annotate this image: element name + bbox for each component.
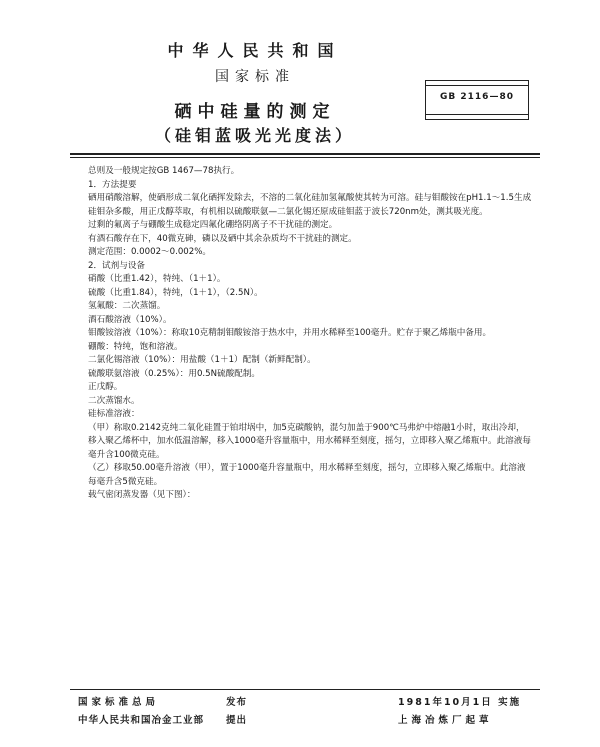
document-body bbox=[88, 165, 533, 503]
reagent-item: 正戊醇。 bbox=[88, 382, 123, 392]
footer-propose-word: 提出 bbox=[226, 715, 248, 726]
document-subtitle: （硅钼蓝吸光光度法） bbox=[154, 126, 355, 145]
header-rule bbox=[70, 153, 540, 155]
standard-solution-a: （甲）称取0.2142克纯二氧化硅置于铂坩埚中，加5克碳酸钠，混匀加盖于900℃马弗炉中熔融1小时，取出冷却，移入聚乙烯杯中，加水低温溶解，移入1000毫升容量瓶中，用水稀释至刻度，摇匀，立即移入聚乙烯瓶中。此溶液每毫升含100微克硅。 bbox=[88, 422, 531, 460]
box-rule-top bbox=[426, 85, 528, 86]
reagent-item: 硫酸（比重1.84），特纯，（1＋1），（2.5N）。 bbox=[88, 287, 263, 298]
footer-issue-word: 发布 bbox=[226, 697, 248, 708]
footer-ministry: 中华人民共和国冶金工业部 bbox=[78, 715, 205, 726]
standard-code: GB 2116—80 bbox=[440, 92, 514, 102]
paragraph: 有酒石酸存在下，40微克砷，磷以及硒中其余杂质均不干扰硅的测定。 bbox=[88, 233, 357, 244]
reagent-item: 硅标准溶液： bbox=[88, 409, 140, 419]
country-heading: 中华人民共和国 bbox=[167, 41, 343, 60]
apparatus-item: 载气密闭蒸发器（见下图）： bbox=[88, 490, 196, 500]
footer-date: 1981年10月1日 实施 bbox=[398, 697, 522, 708]
section-heading-1: 1．方法提要 bbox=[88, 179, 137, 190]
standard-label: 国家标准 bbox=[215, 69, 295, 85]
footer-issuer: 国家标准总局 bbox=[78, 697, 160, 708]
box-rule-bottom bbox=[426, 114, 528, 115]
measurement-range: 测定范围：0.0002～0.002%。 bbox=[88, 247, 211, 257]
reagent-item: 二氯化锡溶液（10%）：用盐酸（1＋1）配制（新鲜配制）。 bbox=[88, 355, 316, 365]
footer-drafter: 上海冶炼厂起草 bbox=[398, 715, 493, 726]
reagent-item: 酒石酸溶液（10%）。 bbox=[88, 314, 172, 325]
reagent-item: 二次蒸馏水。 bbox=[88, 395, 140, 406]
reagent-item: 硝酸（比重1.42），特纯、（1＋1）。 bbox=[88, 274, 226, 284]
standard-solution-b: （乙）移取50.00毫升溶液（甲），置于1000毫升容量瓶中，用水稀释至刻度，摇匀，立即移入聚乙烯瓶中。此溶液每毫升含5微克硅。 bbox=[88, 463, 526, 487]
header-rule-thin bbox=[70, 157, 540, 158]
section-heading-2: 2．试剂与设备 bbox=[88, 260, 146, 271]
reagent-item: 钼酸铵溶液（10%）：称取10克精制钼酸铵溶于热水中，并用水稀释至100毫升。贮存于聚乙烯瓶中备用。 bbox=[88, 328, 492, 338]
method-summary: 硒用硝酸溶解，使硒形成二氧化硒挥发除去，不溶的二氧化硅加氢氟酸使其转为可溶。硅与钼酸铵在pH1.1～1.5生成硅钼杂多酸，用正戊醇萃取，有机相以硫酸联氨—二氯化锡还原成硅钼蓝于波长720nm处，测其吸光度。 bbox=[88, 193, 532, 217]
reagent-item: 氢氟酸：二次蒸馏。 bbox=[88, 301, 166, 311]
reagent-item: 硫酸联氨溶液（0.25%）：用0.5N硫酸配制。 bbox=[88, 368, 261, 379]
general-rule: 总则及一般规定按GB 1467—78执行。 bbox=[88, 166, 240, 176]
paragraph: 过剩的氟离子与硼酸生成稳定四氟化硼络阴离子不干扰硅的测定。 bbox=[88, 220, 338, 230]
document-title: 硒中硅量的测定 bbox=[174, 102, 336, 122]
footer-rule bbox=[70, 689, 540, 690]
standard-code-box bbox=[425, 80, 529, 120]
reagent-item: 硼酸：特纯，饱和溶液。 bbox=[88, 341, 183, 352]
